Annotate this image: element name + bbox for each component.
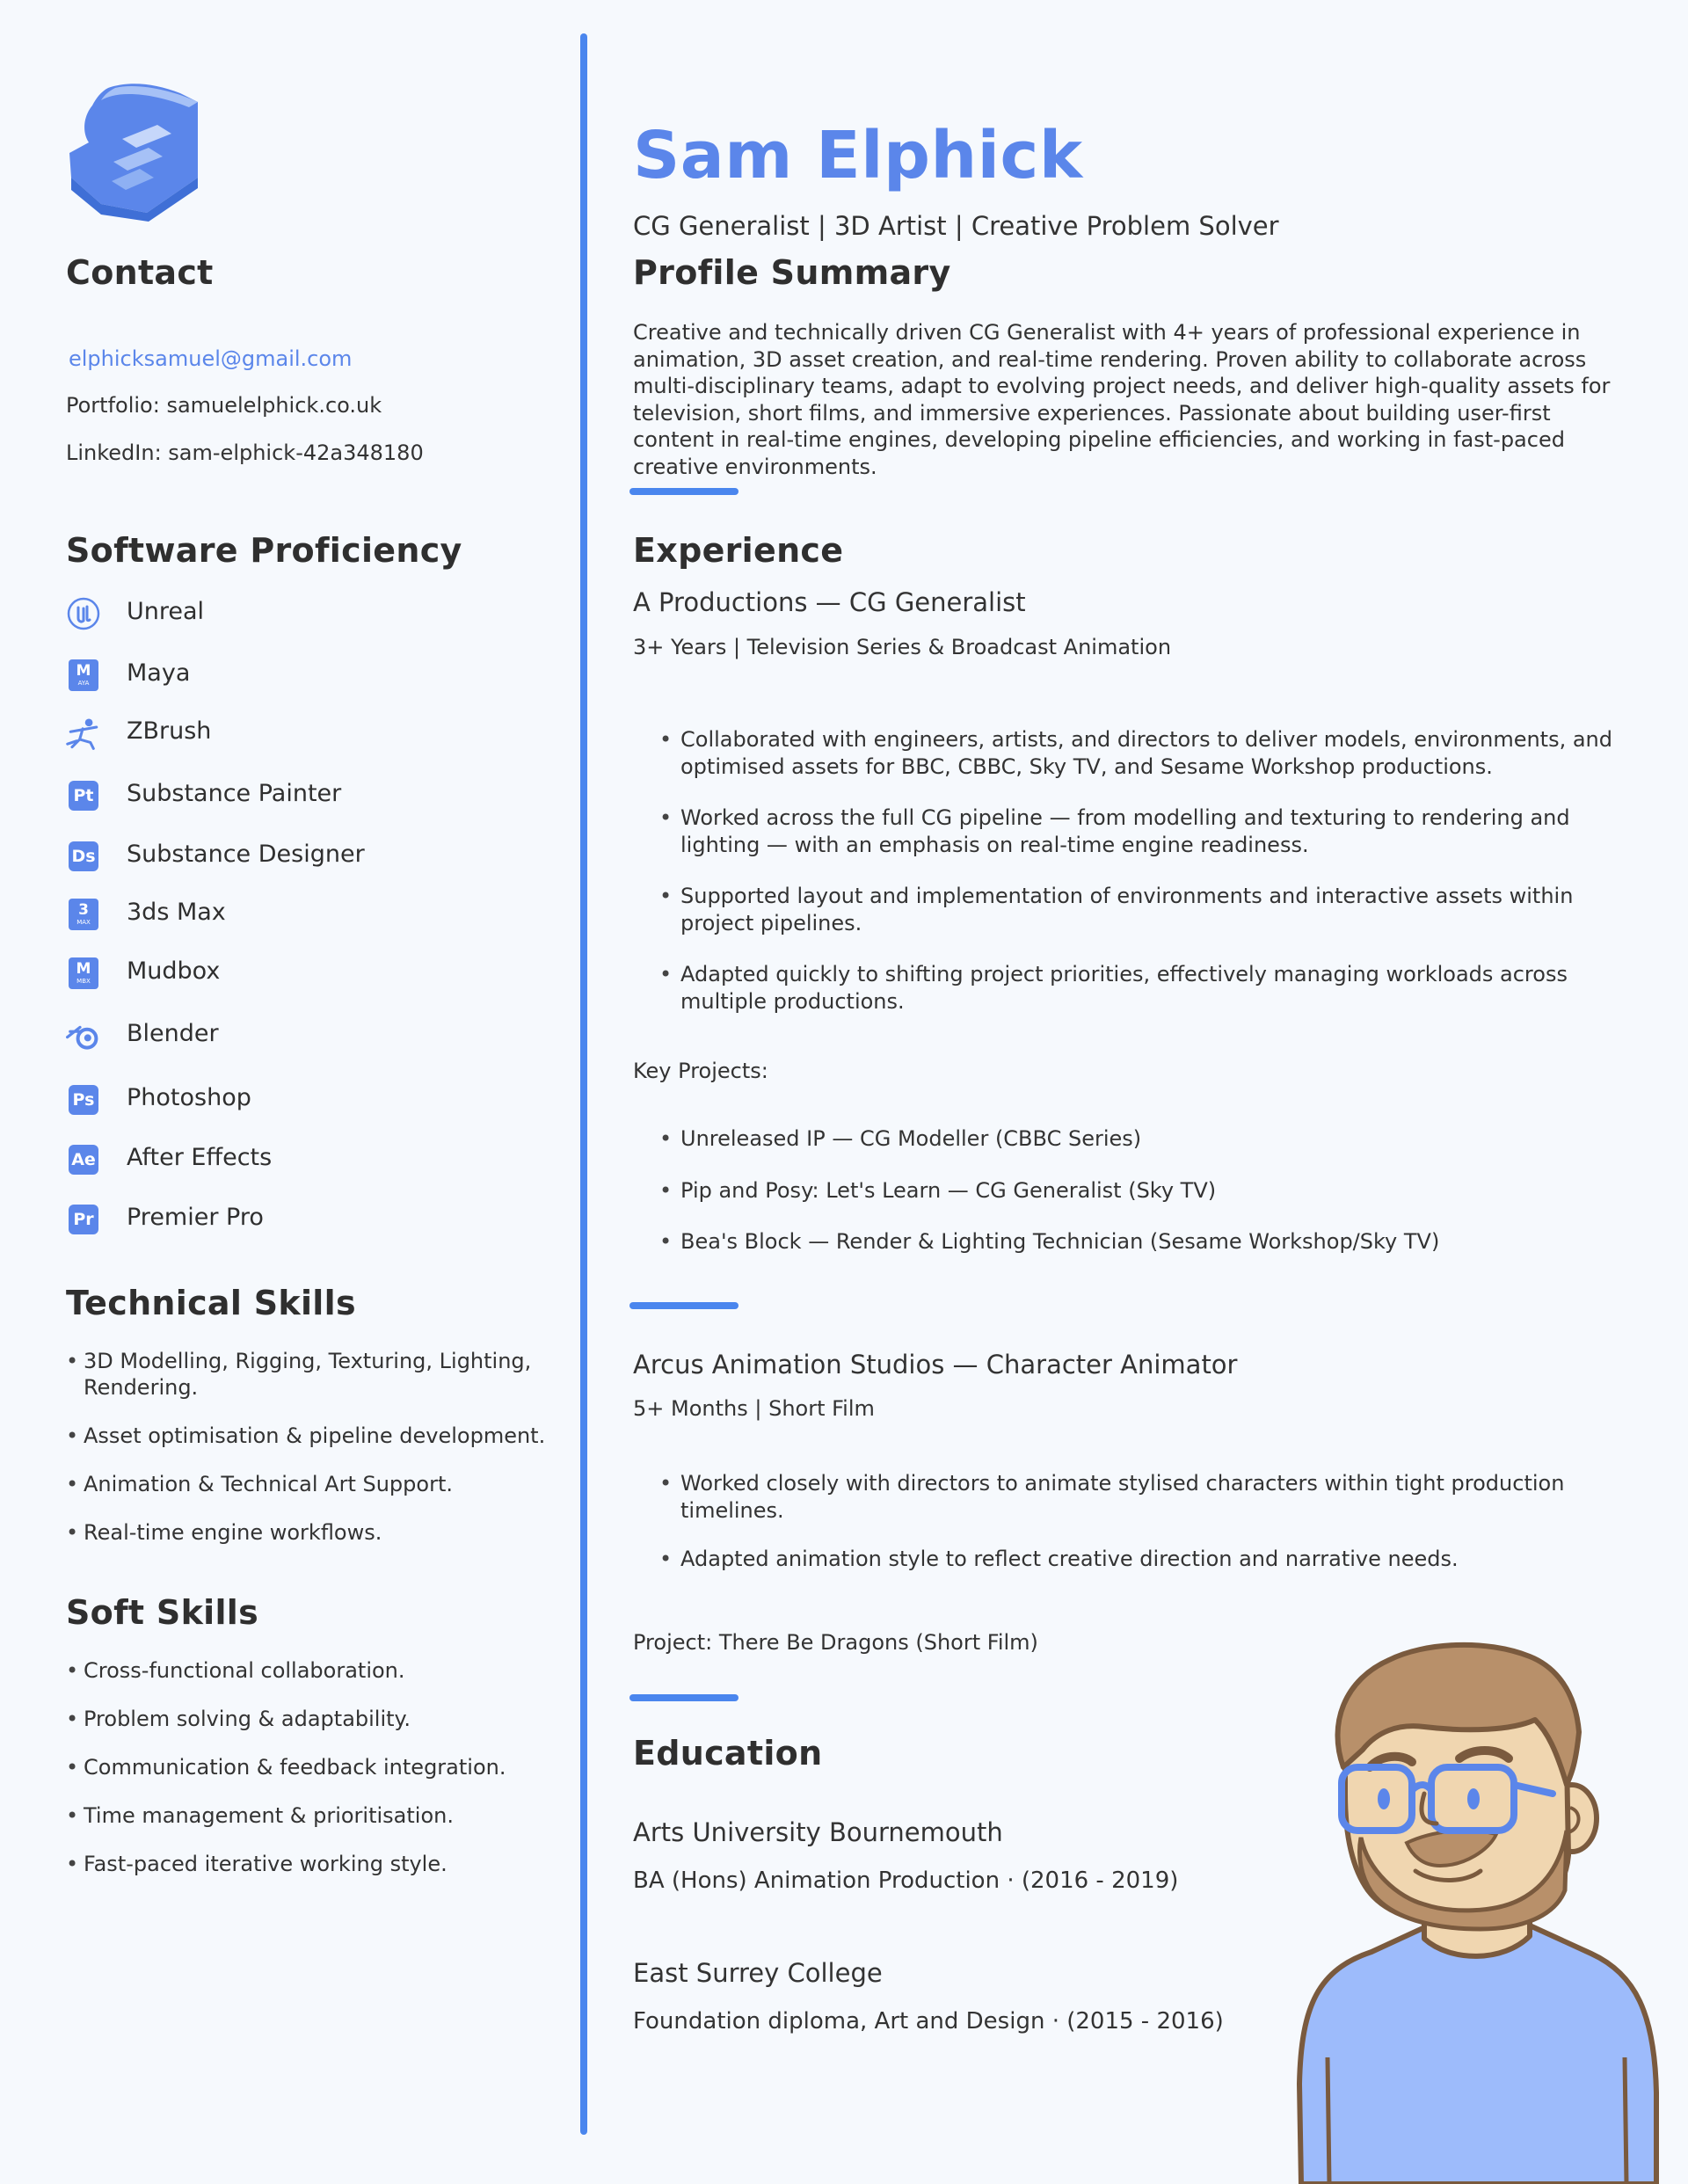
software-item-mudbox <box>66 954 101 993</box>
school-detail: BA (Hons) Animation Production · (2016 - 2019) <box>633 1867 1179 1894</box>
software-label: 3ds Max <box>127 899 226 926</box>
list-item: • Adapted animation style to reflect creative direction and narrative needs. <box>659 1546 1635 1573</box>
key-projects-list <box>659 1125 1635 1256</box>
logo-icon <box>66 81 202 222</box>
list-item: • Pip and Posy: Let's Learn — CG Generalist (Sky TV) <box>659 1177 1635 1205</box>
software-item-zbrush <box>66 714 101 753</box>
email-link[interactable]: elphicksamuel@gmail.com <box>69 346 353 371</box>
badge-ds: Ds <box>69 841 98 871</box>
software-item-blender <box>66 1016 101 1055</box>
mudbox-badge-letter: M <box>76 960 91 978</box>
zbrush-icon <box>66 716 101 751</box>
maya-badge-sub: AYA <box>77 680 90 687</box>
software-label: Substance Designer <box>127 841 365 868</box>
software-item-substance-designer <box>66 837 101 876</box>
list-item: • 3D Modelling, Rigging, Texturing, Lighting, Rendering. <box>66 1348 558 1401</box>
job-meta: 3+ Years | Television Series & Broadcast Animation <box>633 635 1172 659</box>
list-item: • Real-time engine workflows. <box>66 1519 558 1546</box>
software-item-substance-painter <box>66 776 101 815</box>
substance-designer-icon <box>66 839 101 874</box>
3ds-max-badge-letter: 3 <box>78 901 89 919</box>
mudbox-icon <box>66 956 101 991</box>
software-item-after-effects <box>66 1140 101 1179</box>
list-item: • Fast-paced iterative working style. <box>66 1851 558 1877</box>
section-accent <box>629 1302 738 1309</box>
school-name: Arts University Bournemouth <box>633 1817 1003 1847</box>
software-label: Maya <box>127 659 191 687</box>
profile-heading: Profile Summary <box>633 253 951 292</box>
software-item-unreal <box>66 594 101 633</box>
software-label: After Effects <box>127 1144 273 1171</box>
mudbox-badge-sub: MBX <box>76 978 91 985</box>
experience-heading: Experience <box>633 531 844 570</box>
school-name: East Surrey College <box>633 1958 883 1988</box>
page-title: Sam Elphick <box>633 118 1083 193</box>
badge-ps: Ps <box>69 1085 98 1115</box>
soft-skills-list <box>66 1657 558 1877</box>
job-meta: 5+ Months | Short Film <box>633 1396 875 1421</box>
education-heading: Education <box>633 1734 823 1773</box>
section-accent <box>629 488 738 495</box>
section-accent <box>629 1694 738 1701</box>
badge-pt: Pt <box>69 781 98 811</box>
profile-summary: Creative and technically driven CG Generalist with 4+ years of professional experience in animation, 3D asset creation, and real-time rendering. Proven ability to collaborate across multi-disciplinary teams, adapt to evolving project needs, and deliver high-quality assets for television, short films, and immersive experiences. Passionate about building user-first content in real-time engines, developing pipeline efficiencies, and working in fast-paced creative environments. <box>633 320 1611 479</box>
software-label: Blender <box>127 1020 219 1047</box>
job-bullets <box>659 726 1635 1015</box>
list-item: • Bea's Block — Render & Lighting Technician (Sesame Workshop/Sky TV) <box>659 1228 1635 1256</box>
key-projects-label: Key Projects: <box>633 1059 768 1083</box>
column-divider <box>580 33 587 2135</box>
badge-ae: Ae <box>69 1145 98 1175</box>
portfolio-link[interactable]: Portfolio: samuelelphick.co.uk <box>66 393 382 418</box>
list-item: • Adapted quickly to shifting project priorities, effectively managing workloads across multiple productions. <box>659 961 1635 1015</box>
substance-painter-icon <box>66 778 101 813</box>
software-item-maya <box>66 656 101 695</box>
software-item-premier-pro <box>66 1200 101 1239</box>
software-label: Unreal <box>127 598 205 625</box>
list-item: • Animation & Technical Art Support. <box>66 1471 558 1497</box>
tagline: CG Generalist | 3D Artist | Creative Problem Solver <box>633 211 1279 241</box>
3ds-max-icon <box>66 897 101 932</box>
job-title: Arcus Animation Studios — Character Animator <box>633 1350 1238 1380</box>
maya-icon <box>66 658 101 693</box>
maya-badge-letter: M <box>76 662 91 680</box>
list-item: • Worked closely with directors to animate stylised characters within tight production timelines. <box>659 1470 1635 1524</box>
list-item: • Worked across the full CG pipeline — from modelling and texturing to rendering and lighting — with an emphasis on real-time engine readiness. <box>659 804 1635 858</box>
list-item: • Communication & feedback integration. <box>66 1754 558 1780</box>
software-label: Photoshop <box>127 1084 251 1111</box>
school-detail: Foundation diploma, Art and Design · (2015 - 2016) <box>633 2008 1224 2035</box>
software-label: Premier Pro <box>127 1204 264 1231</box>
software-label: Substance Painter <box>127 780 342 807</box>
job-title: A Productions — CG Generalist <box>633 587 1026 617</box>
3ds-max-badge-sub: MAX <box>76 919 91 926</box>
contact-heading: Contact <box>66 253 214 292</box>
software-heading: Software Proficiency <box>66 531 462 570</box>
avatar-illustration <box>1292 1635 1662 2184</box>
list-item: • Asset optimisation & pipeline development. <box>66 1423 558 1449</box>
list-item: • Problem solving & adaptability. <box>66 1706 558 1732</box>
linkedin-link[interactable]: LinkedIn: sam-elphick-42a348180 <box>66 440 424 465</box>
blender-icon <box>66 1018 101 1053</box>
list-item: • Unreleased IP — CG Modeller (CBBC Series) <box>659 1125 1635 1153</box>
list-item: • Time management & prioritisation. <box>66 1802 558 1829</box>
badge-pr: Pr <box>69 1205 98 1234</box>
job-bullets <box>659 1470 1635 1573</box>
list-item: • Supported layout and implementation of environments and interactive assets within project pipelines. <box>659 883 1635 936</box>
technical-skills-list <box>66 1348 558 1546</box>
after-effects-icon <box>66 1142 101 1177</box>
software-label: ZBrush <box>127 717 212 745</box>
software-label: Mudbox <box>127 957 221 985</box>
premier-pro-icon <box>66 1202 101 1237</box>
unreal-icon <box>66 596 101 631</box>
software-item-photoshop <box>66 1081 101 1119</box>
job-project: Project: There Be Dragons (Short Film) <box>633 1630 1038 1655</box>
technical-skills-heading: Technical Skills <box>66 1284 356 1322</box>
list-item: • Collaborated with engineers, artists, and directors to deliver models, environments, and optimised assets for BBC, CBBC, Sky TV, and Sesame Workshop productions. <box>659 726 1635 780</box>
soft-skills-heading: Soft Skills <box>66 1593 259 1632</box>
software-item-3ds-max <box>66 895 101 934</box>
list-item: • Cross-functional collaboration. <box>66 1657 558 1684</box>
photoshop-icon <box>66 1082 101 1117</box>
